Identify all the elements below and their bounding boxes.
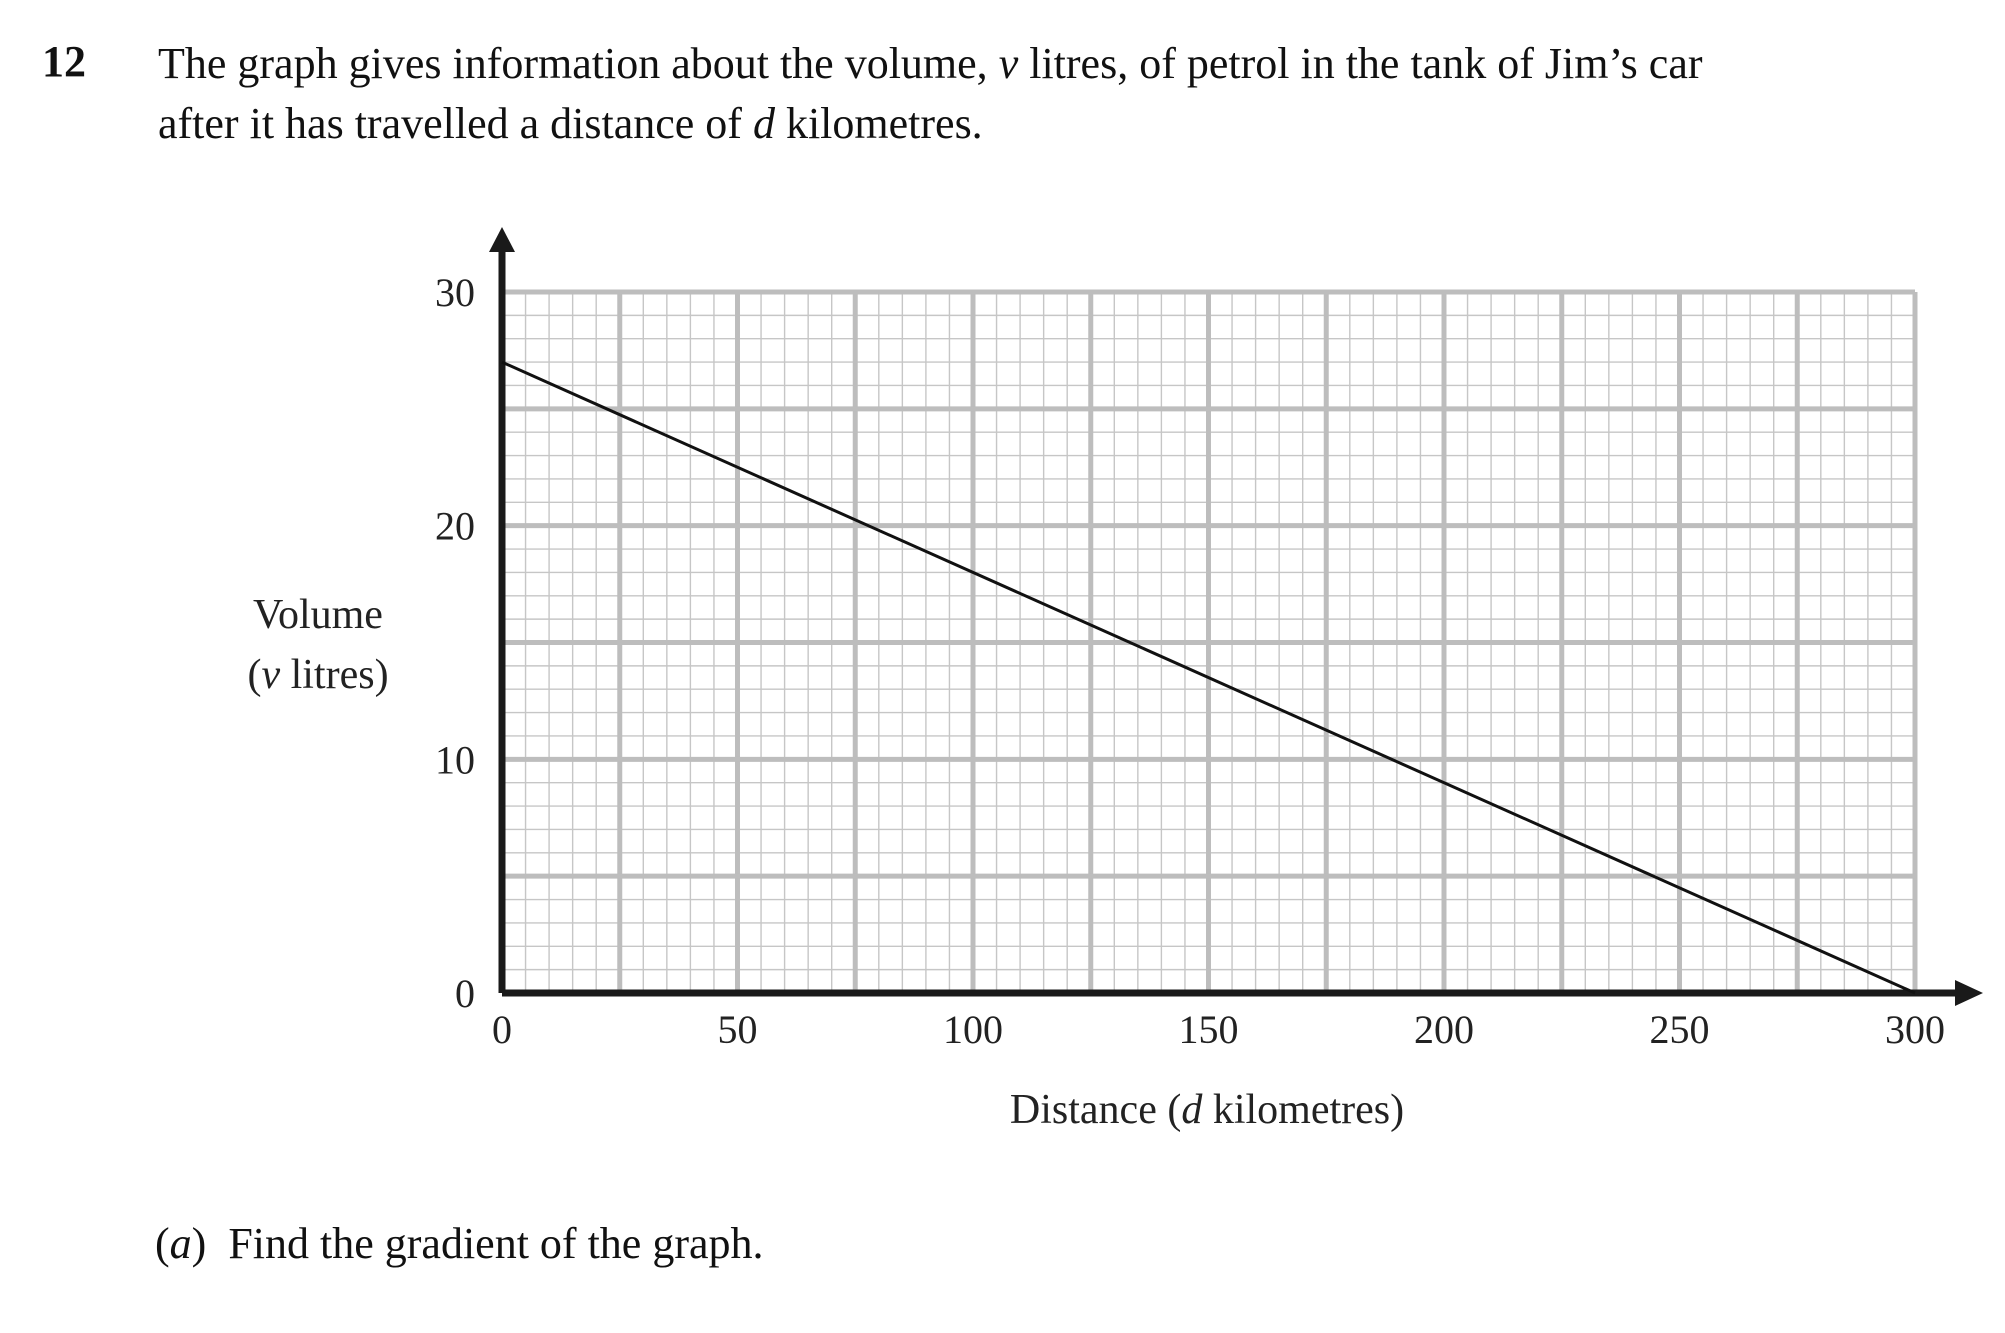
variable-v: v (998, 39, 1019, 88)
x-tick-label: 200 (1414, 1007, 1474, 1052)
question-number: 12 (42, 37, 86, 86)
y-tick-label: 30 (435, 270, 475, 315)
x-axis-label-a: Distance ( (1009, 1087, 1182, 1133)
y-axis-label-open: ( (247, 652, 262, 698)
question-text-part: The graph gives information about the volume, (158, 39, 999, 88)
question-text-part: after it has travelled a distance of (158, 99, 753, 148)
part-a-label-open: ( (155, 1219, 170, 1268)
axes (489, 227, 1983, 1006)
y-axis-arrow (489, 227, 515, 252)
x-axis-arrow (1955, 980, 1983, 1006)
y-tick-label: 0 (455, 971, 475, 1016)
part-a-question (155, 1218, 764, 1269)
y-tick-label: 10 (435, 737, 475, 783)
y-axis-label-line2 (247, 652, 388, 698)
x-tick-label: 100 (943, 1007, 1003, 1052)
part-a-label-letter: a (169, 1219, 192, 1268)
question-text-part: kilometres. (774, 99, 983, 148)
x-tick-label: 0 (492, 1007, 512, 1052)
y-tick-labels (435, 270, 475, 1016)
x-tick-label: 50 (717, 1007, 758, 1052)
y-axis-label-var: v (261, 652, 281, 698)
y-axis-label-line1: Volume (253, 592, 383, 638)
x-tick-label: 250 (1649, 1007, 1710, 1052)
y-axis-label-rest: litres) (280, 652, 389, 698)
x-tick-label: 300 (1885, 1007, 1945, 1052)
part-a-label-close: ) (191, 1219, 207, 1268)
x-tick-label: 150 (1178, 1007, 1239, 1052)
x-tick-labels (492, 1007, 1945, 1052)
x-axis-label (1010, 1087, 1404, 1133)
x-axis-label-b: kilometres) (1202, 1087, 1405, 1133)
y-tick-label: 20 (435, 503, 475, 549)
variable-d: d (752, 99, 775, 148)
question-text-part: litres, of petrol in the tank of Jim’s car (1018, 39, 1703, 88)
part-a-text: Find the gradient of the graph. (228, 1219, 764, 1268)
x-axis-label-var: d (1181, 1087, 1203, 1133)
